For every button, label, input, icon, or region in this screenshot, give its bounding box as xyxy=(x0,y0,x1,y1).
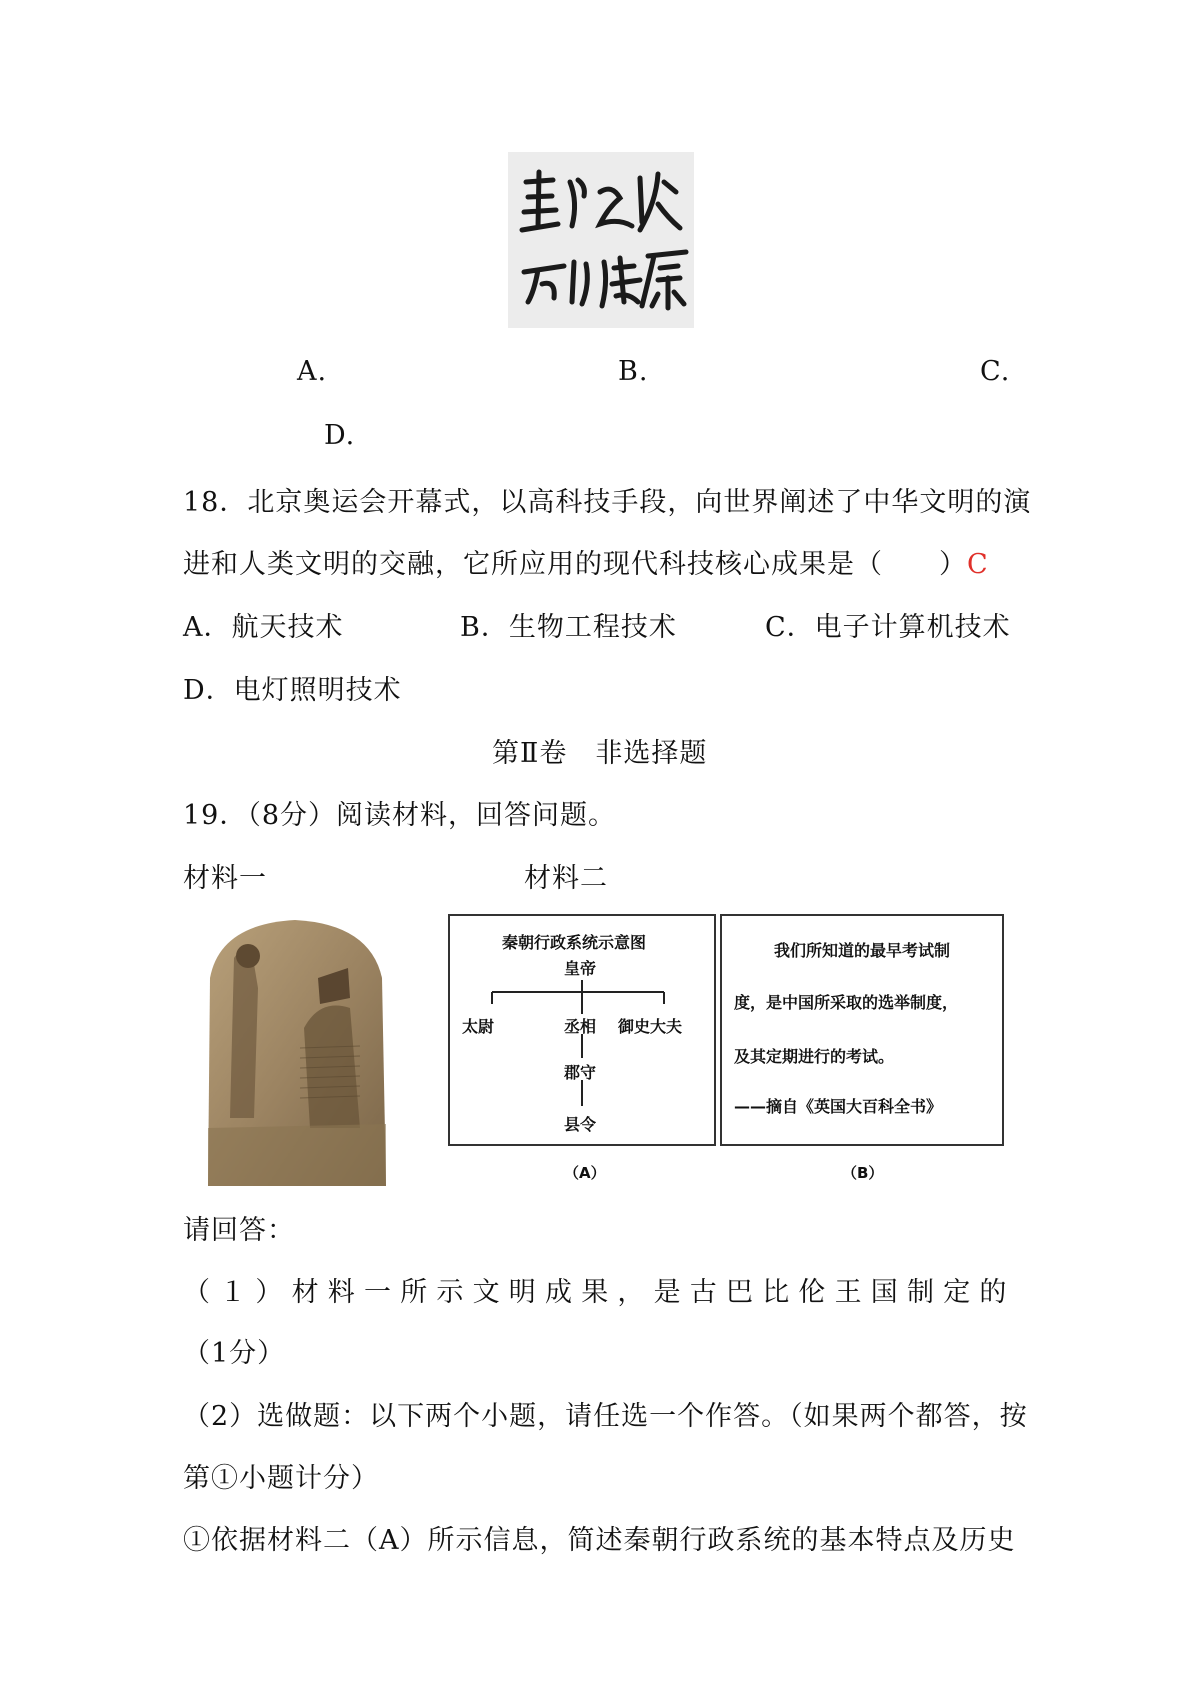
diagram-county: 县令 xyxy=(564,1115,597,1134)
quote-line3: 及其定期进行的考试。 xyxy=(734,1047,895,1066)
q19-sub1-line2: （1分） xyxy=(183,1338,286,1369)
q17-option-d: D. xyxy=(324,420,356,451)
diagram-chancellor: 丞相 xyxy=(564,1017,597,1036)
q18-option-b: B．生物工程技术 xyxy=(460,612,677,643)
q19-sub2-line1: （2）选做题：以下两个小题，请任选一个作答。（如果两个都答，按 xyxy=(183,1401,1028,1432)
diagram-title: 秦朝行政系统示意图 xyxy=(502,933,647,952)
calligraphy-image xyxy=(508,152,694,328)
material-one-label: 材料一 xyxy=(183,863,267,894)
hammurabi-stele-image xyxy=(200,918,390,1186)
material-two-label: 材料二 xyxy=(524,863,608,894)
q17-option-c: C. xyxy=(980,356,1011,387)
q19-sub2-line2: 第①小题计分） xyxy=(183,1463,379,1494)
exam-quote-box xyxy=(720,914,1004,1146)
q18-option-d: D．电灯照明技术 xyxy=(183,675,402,706)
caption-b: （B） xyxy=(842,1164,884,1182)
q19-sub1-line1: （１）材料一所示文明成果，是古巴比伦王国制定的 xyxy=(183,1277,1016,1308)
qin-admin-diagram xyxy=(448,914,716,1146)
q18-answer: C xyxy=(967,549,989,580)
diagram-censor: 御史大夫 xyxy=(618,1017,683,1036)
q18-stem-text: 进和人类文明的交融，它所应用的现代科技核心成果是（ ） xyxy=(183,549,967,580)
q17-option-a: A. xyxy=(297,356,328,387)
q18-stem-line1: 18．北京奥运会开幕式，以高科技手段，向世界阐述了中华文明的演 xyxy=(183,487,1032,518)
quote-line1: 我们所知道的最早考试制 xyxy=(774,941,951,960)
q18-stem-line2 xyxy=(183,542,989,581)
q17-option-b: B. xyxy=(618,356,649,387)
diagram-emperor: 皇帝 xyxy=(564,959,597,978)
section-title: 第Ⅱ卷 非选择题 xyxy=(492,738,708,769)
caption-a: （A） xyxy=(564,1164,606,1182)
diagram-taiwei: 太尉 xyxy=(462,1017,495,1036)
q18-option-a: A．航天技术 xyxy=(183,612,344,643)
quote-line2: 度，是中国所采取的选举制度， xyxy=(734,993,959,1012)
q19-prompt: 请回答： xyxy=(183,1215,295,1246)
q19-sub2-item1: ①依据材料二（A）所示信息，简述秦朝行政系统的基本特点及历史 xyxy=(183,1525,1016,1556)
q18-option-c: C．电子计算机技术 xyxy=(765,612,1011,643)
diagram-commandery: 郡守 xyxy=(564,1063,597,1082)
quote-source: ——摘自《英国大百科全书》 xyxy=(734,1097,943,1116)
q19-stem: 19．（8分）阅读材料，回答问题。 xyxy=(183,800,617,831)
